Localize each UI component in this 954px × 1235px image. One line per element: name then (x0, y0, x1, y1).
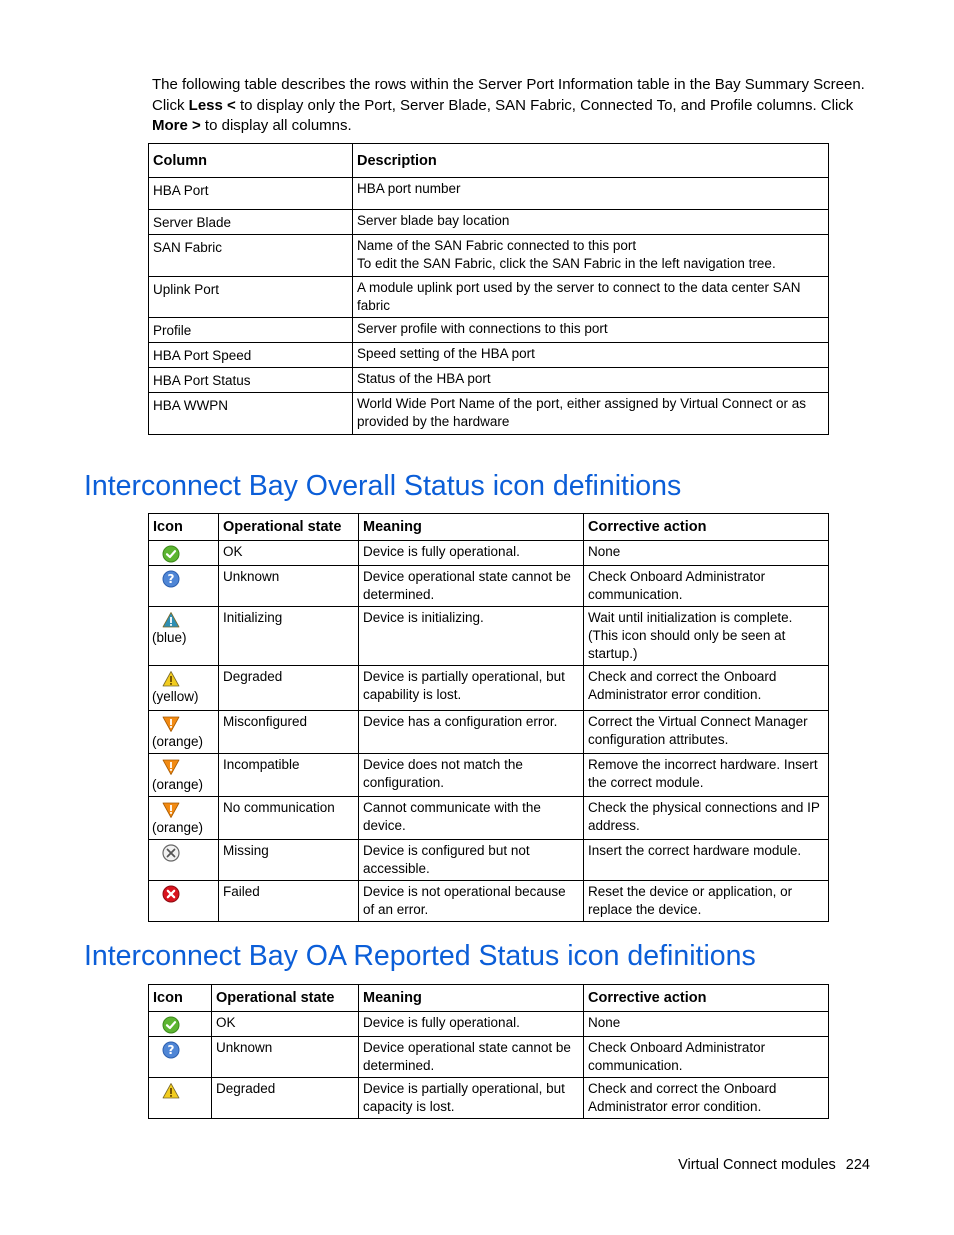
column-name-cell: Profile (149, 318, 353, 343)
table-row (149, 881, 829, 922)
icon-cell (149, 666, 219, 711)
icon-cell (149, 541, 219, 566)
column-header: Corrective action (584, 985, 829, 1012)
meaning-cell: Device is initializing. (359, 607, 584, 666)
column-name-cell: HBA Port (149, 178, 353, 210)
table-header-row (149, 514, 829, 541)
description-cell (353, 178, 829, 210)
column-header: Icon (149, 514, 219, 541)
description-cell (353, 368, 829, 393)
column-name-cell: Server Blade (149, 210, 353, 235)
column-name-cell: Uplink Port (149, 277, 353, 318)
intro-text: to display all columns. (200, 117, 352, 134)
icon-color-note: (blue) (152, 630, 187, 645)
missing-icon (162, 844, 180, 862)
column-name-cell: HBA Port Speed (149, 343, 353, 368)
meaning-cell: Device is configured but not accessible. (359, 840, 584, 881)
meaning-cell: Device does not match the configuration. (359, 754, 584, 797)
operational-state-cell: No communication (219, 797, 359, 840)
corrective-action-cell: Check and correct the Onboard Administrator error condition. (584, 666, 829, 711)
description-line: Name of the SAN Fabric connected to this port (357, 238, 637, 253)
icon-color-note: (orange) (152, 820, 204, 835)
warning-orange-icon (162, 801, 180, 819)
meaning-cell: Device has a configuration error. (359, 711, 584, 754)
table-row (149, 318, 829, 343)
table-row (149, 1078, 829, 1119)
table-row (149, 210, 829, 235)
operational-state-cell: Degraded (212, 1078, 359, 1119)
operational-state-cell: Missing (219, 840, 359, 881)
icon-cell (149, 840, 219, 881)
column-header: Description (353, 144, 829, 178)
page-footer (600, 1157, 870, 1173)
table-row (149, 797, 829, 840)
unknown-icon (162, 1041, 180, 1059)
corrective-action-cell: Correct the Virtual Connect Manager configuration attributes. (584, 711, 829, 754)
footer-section: Virtual Connect modules (678, 1157, 836, 1173)
column-name-cell: HBA WWPN (149, 393, 353, 435)
icon-cell (149, 607, 219, 666)
svg-text:?: ? (167, 1043, 175, 1058)
corrective-action-cell: Check and correct the Onboard Administrator error condition. (584, 1078, 829, 1119)
icon-cell (149, 754, 219, 797)
table-row (149, 1037, 829, 1078)
icon-cell (149, 881, 219, 922)
icon-color-note: (orange) (152, 734, 204, 749)
operational-state-cell: Incompatible (219, 754, 359, 797)
table-row (149, 368, 829, 393)
warning-orange-icon (162, 758, 180, 776)
corrective-action-cell: Remove the incorrect hardware. Insert the correct module. (584, 754, 829, 797)
section-title: Interconnect Bay Overall Status icon definitions (84, 470, 682, 502)
description-cell (353, 318, 829, 343)
description-line: HBA port number (357, 181, 461, 196)
table-row (149, 607, 829, 666)
table-row (149, 393, 829, 435)
column-name-cell: SAN Fabric (149, 235, 353, 277)
ok-icon (162, 1016, 180, 1034)
description-cell (353, 277, 829, 318)
table-row (149, 1012, 829, 1037)
icon-cell (149, 797, 219, 840)
corrective-action-cell: None (584, 541, 829, 566)
table-row (149, 666, 829, 711)
column-header: Operational state (212, 985, 359, 1012)
warning-yellow-icon (162, 1082, 180, 1100)
table-row (149, 343, 829, 368)
meaning-cell: Device is partially operational, but capacity is lost. (359, 1078, 584, 1119)
column-header: Meaning (359, 985, 584, 1012)
intro-paragraph (152, 75, 882, 137)
meaning-cell: Device is not operational because of an error. (359, 881, 584, 922)
server-port-columns-table (148, 143, 829, 435)
table-header-row (149, 985, 829, 1012)
corrective-action-cell: Check Onboard Administrator communication. (584, 566, 829, 607)
operational-state-cell: Misconfigured (219, 711, 359, 754)
description-line: World Wide Port Name of the port, either assigned by Virtual Connect or as provided by the hardware (357, 396, 806, 429)
icon-color-note: (orange) (152, 777, 204, 792)
icon-cell (149, 711, 219, 754)
warning-blue-icon (162, 611, 180, 629)
description-line: Server profile with connections to this port (357, 321, 608, 336)
icon-cell (149, 566, 219, 607)
column-name-cell: HBA Port Status (149, 368, 353, 393)
ok-icon (162, 545, 180, 563)
overall-status-table (148, 513, 829, 922)
meaning-cell: Device is fully operational. (359, 1012, 584, 1037)
description-cell (353, 235, 829, 277)
corrective-action-cell: Wait until initialization is complete. (This icon should only be seen at startup.) (584, 607, 829, 666)
operational-state-cell: Unknown (212, 1037, 359, 1078)
column-header: Corrective action (584, 514, 829, 541)
intro-text: The following table describes the rows within the Server Port Information table in the Bay Summary Screen. Click (152, 76, 865, 114)
corrective-action-cell: None (584, 1012, 829, 1037)
less-label: Less < (188, 96, 236, 114)
operational-state-cell: OK (212, 1012, 359, 1037)
description-cell (353, 393, 829, 435)
operational-state-cell: Failed (219, 881, 359, 922)
failed-icon (162, 885, 180, 903)
column-header: Icon (149, 985, 212, 1012)
icon-color-note: (yellow) (152, 689, 199, 704)
meaning-cell: Device is partially operational, but capability is lost. (359, 666, 584, 711)
corrective-action-cell: Check Onboard Administrator communication. (584, 1037, 829, 1078)
corrective-action-cell: Reset the device or application, or replace the device. (584, 881, 829, 922)
meaning-cell: Device operational state cannot be determined. (359, 1037, 584, 1078)
unknown-icon (162, 570, 180, 588)
table-row (149, 711, 829, 754)
description-cell (353, 210, 829, 235)
oa-reported-status-table (148, 984, 829, 1119)
more-label: More > (152, 117, 201, 134)
meaning-cell: Device operational state cannot be determined. (359, 566, 584, 607)
corrective-action-cell: Check the physical connections and IP address. (584, 797, 829, 840)
description-line: Speed setting of the HBA port (357, 346, 535, 361)
table-row (149, 277, 829, 318)
operational-state-cell: Initializing (219, 607, 359, 666)
section-title: Interconnect Bay OA Reported Status icon definitions (84, 940, 756, 972)
intro-text: to display only the Port, Server Blade, SAN Fabric, Connected To, and Profile columns. Click (235, 96, 854, 114)
table-header-row (149, 144, 829, 178)
operational-state-cell: Degraded (219, 666, 359, 711)
table-row (149, 235, 829, 277)
column-header: Operational state (219, 514, 359, 541)
table-row (149, 754, 829, 797)
page-number: 224 (845, 1157, 870, 1173)
description-line: A module uplink port used by the server to connect to the data center SAN fabric (357, 280, 801, 313)
icon-cell (149, 1012, 212, 1037)
icon-cell (149, 1078, 212, 1119)
description-cell (353, 343, 829, 368)
warning-orange-icon (162, 715, 180, 733)
meaning-cell: Cannot communicate with the device. (359, 797, 584, 840)
description-line: To edit the SAN Fabric, click the SAN Fabric in the left navigation tree. (357, 256, 776, 271)
table-row (149, 840, 829, 881)
operational-state-cell: OK (219, 541, 359, 566)
description-line: Status of the HBA port (357, 371, 491, 386)
meaning-cell: Device is fully operational. (359, 541, 584, 566)
table-row (149, 566, 829, 607)
column-header: Column (149, 144, 353, 178)
corrective-action-cell: Insert the correct hardware module. (584, 840, 829, 881)
operational-state-cell: Unknown (219, 566, 359, 607)
table-row (149, 178, 829, 210)
warning-yellow-icon (162, 670, 180, 688)
table-row (149, 541, 829, 566)
svg-text:?: ? (167, 572, 175, 587)
icon-cell (149, 1037, 212, 1078)
description-line: Server blade bay location (357, 213, 510, 228)
column-header: Meaning (359, 514, 584, 541)
